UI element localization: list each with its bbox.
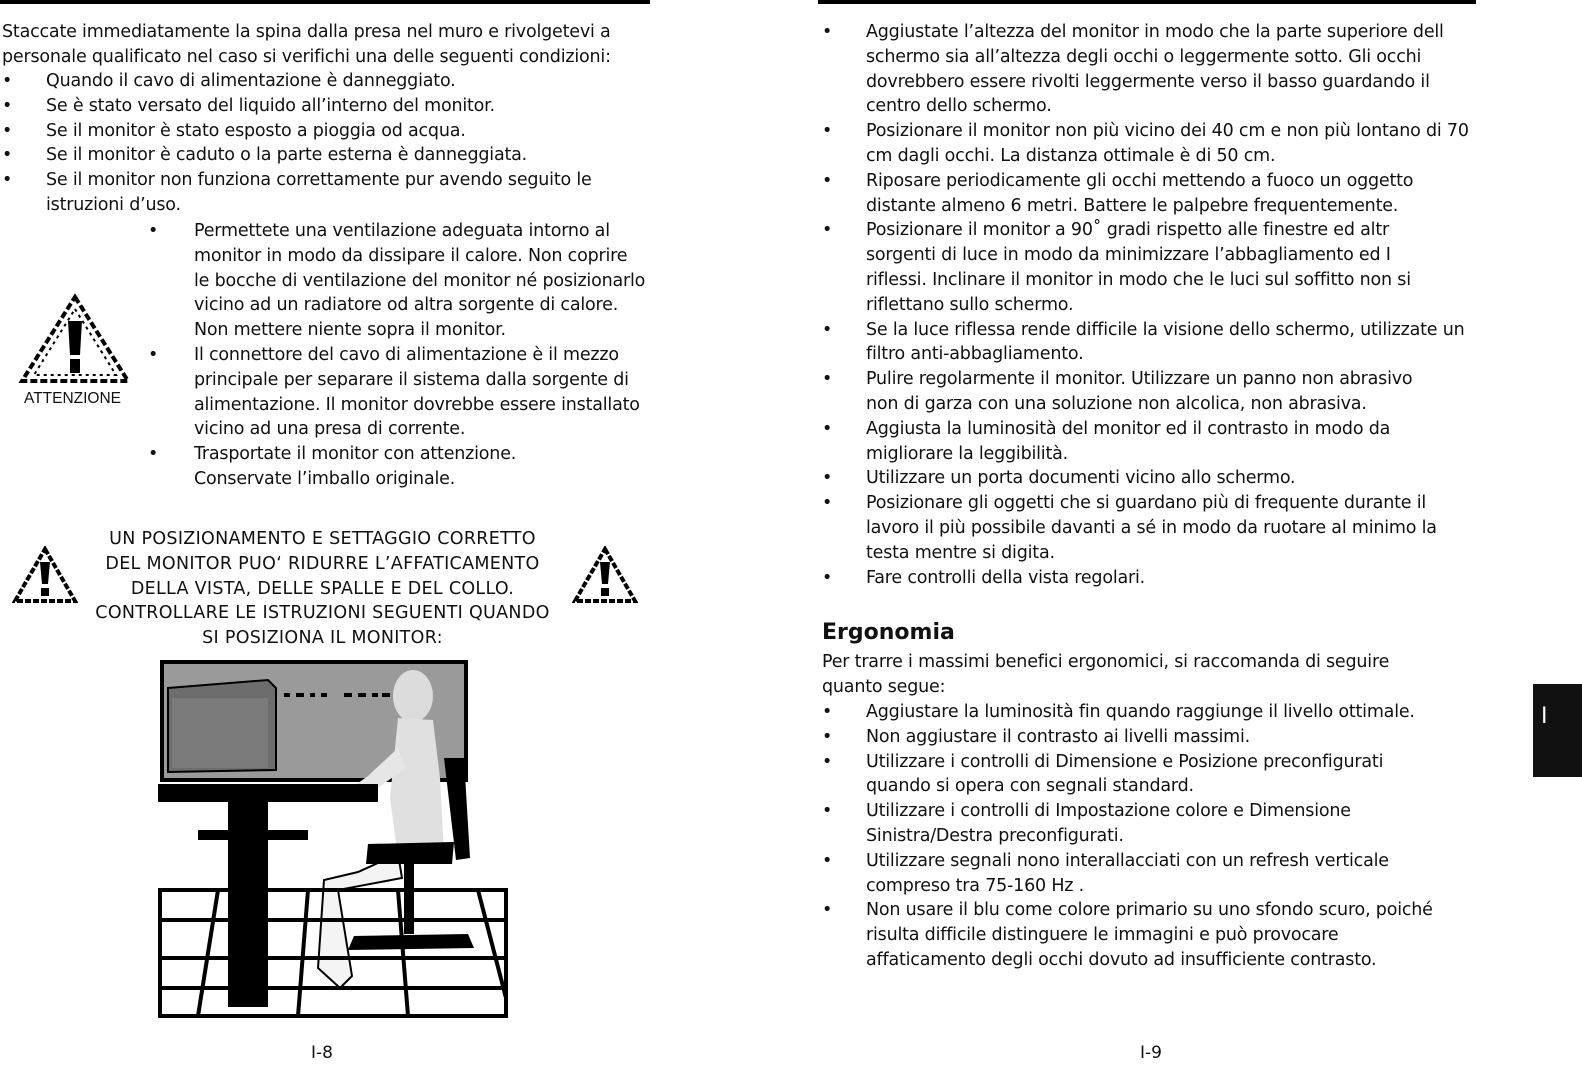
bullet: • [822,220,833,241]
notice-line: SI POSIZIONA IL MONITOR: [202,628,443,649]
bullet: • [822,702,833,722]
bullet: • [2,170,13,191]
bullet: • [148,444,159,465]
list-item-text: Aggiustate l’altezza del monitor in modo che la parte superiore dell schermo sia all’altezza degli occhi o leggermente sotto. Gli occhi dovrebbero essere rivolti leggermente verso il basso guardando il centro dello schermo. [866,22,1444,117]
bullet: • [822,369,833,390]
notice-line: CONTROLLARE LE ISTRUZIONI SEGUENTI QUANDO [95,603,550,624]
bullet: • [822,801,833,822]
list-item [148,219,646,343]
top-rule-right [818,0,1476,4]
list-item [822,417,1426,467]
list-item [822,566,1472,591]
warning-triangle-icon [12,546,78,604]
bullet: • [2,120,13,141]
list-item-text: Posizionare il monitor a 90˚ gradi rispetto alle finestre ed altr sorgenti di luce in modo da minimizzare l’abbagliamento ed I riflessi. Inclinare il monitor in modo che le luci sul soffitto non si riflettano sullo schermo. [866,220,1411,315]
list-item-text: Utilizzare i controlli di Impostazione colore e Dimensione Sinistra/Destra preconfigurati. [866,801,1351,846]
bullet: • [2,71,13,91]
bullet: • [822,170,833,191]
top-rule-left [0,0,650,4]
list-item-text: Se è stato versato del liquido all’interno del monitor. [46,95,495,116]
list-item-text: Utilizzare segnali nono interallacciati con un refresh verticale compreso tra 75-160 Hz . [866,850,1389,896]
bullet: • [822,22,833,42]
list-item-text: Non usare il blu come colore primario su uno sfondo scuro, poiché risulta difficile distinguere le immagini e può provocare affaticamento degli occhi dovuto ad insufficiente contrasto. [866,900,1433,970]
bullet: • [822,121,833,142]
bullet: • [2,95,13,116]
list-item-text: Permettete una ventilazione adeguata intorno al monitor in modo da dissipare il calore. Non coprire le bocche di ventilazione del monitor né posizionarlo vicino ad un radiatore od altra sorgente di calore. Non mettere niente sopra il monitor. [194,221,646,341]
bullet: • [822,900,833,921]
list-item-text: Se la luce riflessa rende difficile la visione dello schermo, utilizzate un filtro anti-abbagliamento. [866,319,1465,365]
conditions-list [2,69,642,218]
list-item [148,343,646,442]
list-item [822,218,1446,317]
bullet: • [822,418,833,439]
list-item [822,700,1472,725]
ergonomia-list [822,700,1472,973]
side-tab [1533,684,1582,777]
notice-block [70,527,575,651]
bullet: • [148,344,159,365]
bullet: • [822,567,833,588]
list-item [822,318,1472,368]
list-item [822,20,1446,119]
bullet: • [822,493,833,514]
list-item-text: Posizionare il monitor non più vicino dei 40 cm e non più lontano di 70 cm dagli occhi. La distanza ottimale è di 50 cm. [866,121,1469,166]
list-item [822,725,1472,750]
list-item-text: Quando il cavo di alimentazione è danneggiato. [46,71,456,91]
list-item-text: Posizionare gli oggetti che si guardano più di frequente durante il lavoro il più possibile davanti a sé in modo da ruotare al minimo la testa mentre si digita. [866,493,1437,563]
list-item-text: Trasportate il monitor con attenzione. Conservate l’imballo originale. [194,444,517,489]
bullet: • [822,726,833,747]
positioning-list [822,20,1472,590]
ergonomic-posture-illustration [158,658,510,1020]
ergonomia-heading: Ergonomia [822,620,955,645]
bullet: • [822,319,833,340]
list-item [822,367,1446,417]
intro-paragraph: Staccate immediatamente la spina dalla presa nel muro e rivolgetevi a personale qualificato nel caso si verifichi una delle seguenti condizioni: [2,22,611,67]
side-tab-label: I [1541,704,1548,729]
list-item-text: Pulire regolarmente il monitor. Utilizzare un panno non abrasivo non di garza con una soluzione non alcolica, non abrasiva. [866,369,1413,414]
list-item [822,898,1456,972]
list-item-text: Se il monitor è stato esposto a pioggia od acqua. [46,120,466,141]
list-item-text: Non aggiustare il contrasto ai livelli massimi. [866,726,1251,747]
list-item [2,69,642,94]
list-item-text: Aggiustare la luminosità fin quando raggiunge il livello ottimale. [866,702,1415,722]
list-item [822,849,1406,899]
bullet: • [822,850,833,871]
list-item-text: Aggiusta la luminosità del monitor ed il contrasto in modo da migliorare la leggibilità. [866,418,1391,464]
page-number-right: I-9 [1140,1043,1162,1063]
caution-list [148,219,646,492]
warning-label: ATTENZIONE [24,390,122,407]
ergonomia-intro: Per trarre i massimi benefici ergonomici, si raccomanda di seguire quanto segue: [822,652,1390,697]
list-item [822,169,1426,219]
list-item-text: Il connettore del cavo di alimentazione è il mezzo principale per separare il sistema dalla sorgente di alimentazione. Il monitor dovrebbe essere installato vicino ad una presa di corrente. [194,344,640,440]
list-item [2,119,642,144]
warning-triangle-icon [18,293,132,385]
list-item-text: Riposare periodicamente gli occhi mettendo a fuoco un oggetto distante almeno 6 metri. Battere le palpebre frequentemente. [866,170,1414,216]
list-item [148,442,614,492]
notice-line: UN POSIZIONAMENTO E SETTAGGIO CORRETTO [109,529,536,549]
list-item [822,119,1472,169]
list-item-text: Fare controlli della vista regolari. [866,567,1146,588]
bullet: • [2,145,13,166]
warning-triangle-icon [572,546,638,604]
list-item-text: Utilizzare un porta documenti vicino allo schermo. [866,468,1296,489]
list-item [822,491,1472,565]
bullet: • [148,221,159,241]
list-item [822,466,1472,491]
notice-line: DEL MONITOR PUO‘ RIDURRE L’AFFATICAMENTO [105,553,540,574]
list-item-text: Se il monitor non funziona correttamente pur avendo seguito le istruzioni d’uso. [46,170,592,215]
list-item [2,168,606,218]
notice-line: DELLA VISTA, DELLE SPALLE E DEL COLLO. [130,578,515,599]
list-item [2,143,642,168]
list-item-text: Utilizzare i controlli di Dimensione e Posizione preconfigurati quando si opera con segnali standard. [866,751,1384,797]
list-item [822,750,1406,800]
bullet: • [822,751,833,772]
list-item [822,799,1386,849]
page-number-left: I-8 [311,1043,333,1063]
list-item [2,94,642,119]
bullet: • [822,468,833,489]
list-item-text: Se il monitor è caduto o la parte esterna è danneggiata. [46,145,528,166]
